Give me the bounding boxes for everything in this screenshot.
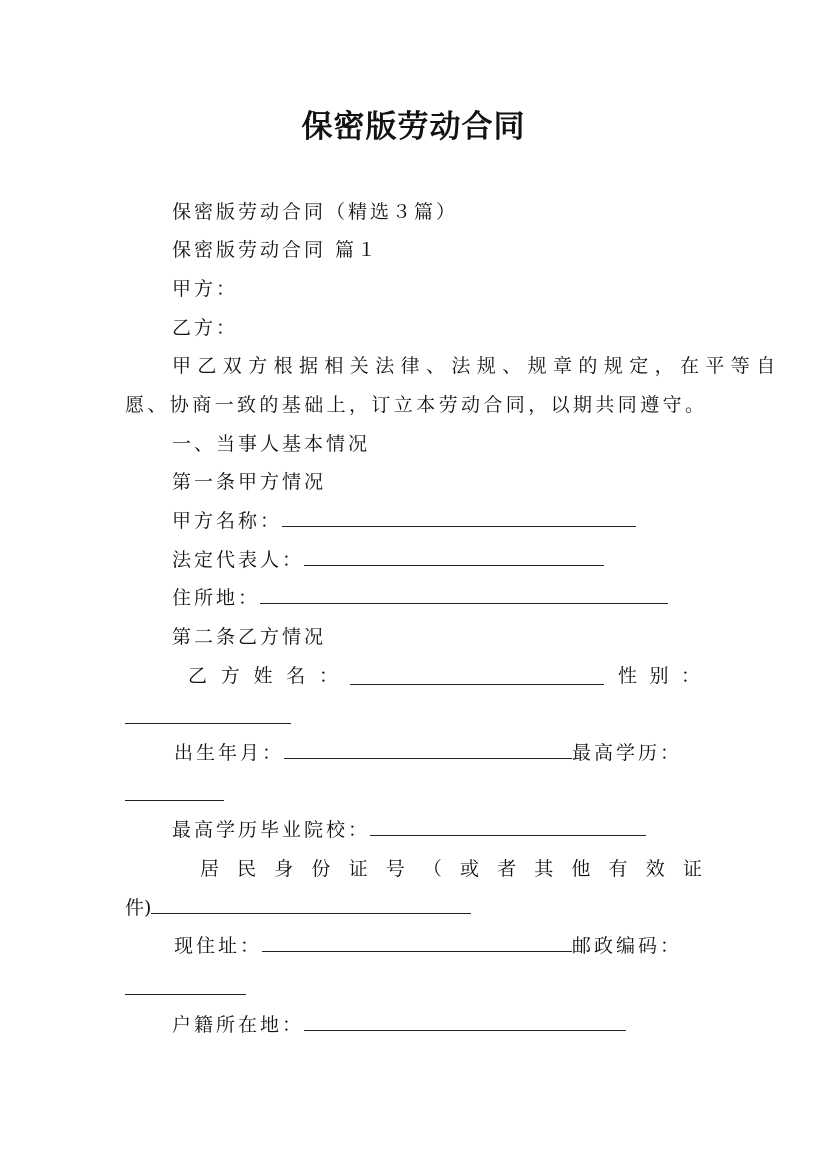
party-a-label: 甲方： [172,278,239,300]
party-b-address-row [174,934,682,958]
party-b-address-label: 现住址： [174,935,263,957]
b-id-char: 居 [200,858,220,880]
b-name-char: 姓 [253,665,273,687]
party-b-hukou-row [172,1013,626,1037]
intro-line-2: 愿、协商一致的基础上，订立本劳动合同，以期共同遵守。 [125,394,708,416]
party-b-id-blank [151,897,471,914]
party-b-school-blank [370,819,646,836]
section-heading: 一、当事人基本情况 [172,433,371,455]
b-id-char: 份 [311,858,331,880]
b-name-char: ： [318,665,338,687]
b-id-char: 民 [237,858,257,880]
party-b-birth-label: 出生年月： [174,742,285,764]
party-b-birth-blank [284,742,572,759]
party-a-rep-row [172,548,604,572]
document-title: 保密版劳动合同 [301,109,526,145]
b-id-char: 效 [645,858,665,880]
b-name-char: 名 [286,665,306,687]
b-id-char: 证 [348,858,368,880]
party-b-label: 乙方： [172,317,239,339]
party-a-rep-blank [304,549,604,566]
party-b-education-blank [125,784,224,801]
party-b-gender-label [618,664,700,688]
b-id-char: 或 [459,858,479,880]
party-b-birth-row [174,741,682,765]
b-id-char: 其 [534,858,554,880]
article-2-heading: 第二条乙方情况 [172,626,327,648]
b-id-char: 他 [571,858,591,880]
b-gender-char: ： [680,665,700,687]
party-b-id-label [200,857,702,881]
party-a-name-row [172,509,636,533]
b-gender-char: 别 [649,665,669,687]
b-id-char: 号 [385,858,405,880]
party-b-school-row [172,818,646,842]
party-b-name-blank [350,668,604,685]
party-b-name-label [188,664,338,688]
party-a-address-blank [260,587,668,604]
chapter-heading: 保密版劳动合同 篇１ [172,239,380,261]
party-a-name-blank [282,510,636,527]
party-a-address-label: 住所地： [172,587,261,609]
b-id-char: 者 [497,858,517,880]
party-b-zip-blank [125,978,246,995]
party-b-hukou-label: 户籍所在地： [172,1014,305,1036]
party-b-gender-blank [125,707,291,724]
b-id-char: 证 [682,858,702,880]
party-a-name-label: 甲方名称： [172,510,283,532]
article-1-heading: 第一条甲方情况 [172,471,327,493]
party-b-id-row [125,896,471,920]
b-name-char: 乙 [188,665,208,687]
b-id-char: （ [422,858,442,880]
party-b-hukou-blank [304,1014,626,1031]
party-b-school-label: 最高学历毕业院校： [172,819,371,841]
party-a-rep-label: 法定代表人： [172,549,305,571]
subtitle: 保密版劳动合同（精选３篇） [172,201,459,223]
party-b-address-blank [262,935,572,952]
b-gender-char: 性 [618,665,638,687]
party-a-address-row [172,586,668,610]
b-name-char: 方 [220,665,240,687]
party-b-education-label: 最高学历： [572,742,683,764]
b-id-char: 有 [608,858,628,880]
party-b-id-tail: 件) [125,897,152,919]
b-id-char: 身 [274,858,294,880]
party-b-zip-label: 邮政编码： [572,935,683,957]
intro-line-1: 甲乙双方根据相关法律、法规、规章的规定，在平等自 [172,355,782,377]
